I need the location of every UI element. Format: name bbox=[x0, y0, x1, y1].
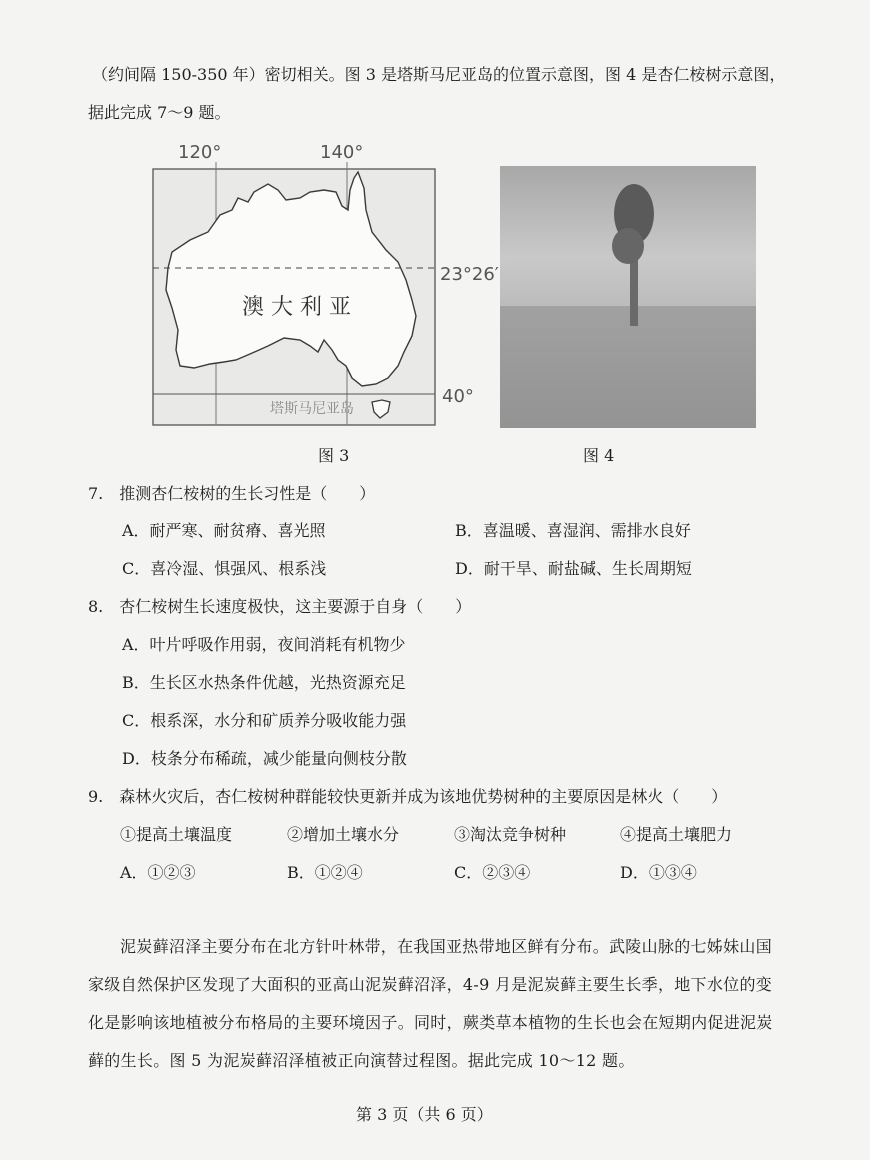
eucalyptus-photo bbox=[500, 166, 756, 428]
figure-4-photo bbox=[500, 166, 756, 428]
intro-line-1: （约间隔 150-350 年）密切相关。图 3 是塔斯马尼亚岛的位置示意图，图 4 是杏仁桉树示意图， bbox=[92, 65, 786, 84]
longitude-140-label: 140° bbox=[320, 142, 364, 163]
figure-3-caption: 图 3 bbox=[318, 446, 350, 465]
longitude-120-label: 120° bbox=[178, 142, 222, 163]
question-8-stem: 8. 杏仁桉树生长速度极快，这主要源于自身（ ） bbox=[88, 597, 472, 616]
q9-option-b: B．①②④ bbox=[287, 863, 363, 882]
question-7-stem: 7. 推测杏仁桉树的生长习性是（ ） bbox=[88, 484, 376, 503]
passage-line-1: 泥炭藓沼泽主要分布在北方针叶林带，在我国亚热带地区鲜有分布。武陵山脉的七姊妹山国 bbox=[120, 937, 773, 956]
q9-item-3: ③淘汰竞争树种 bbox=[454, 825, 567, 844]
q9-option-d: D．①③④ bbox=[620, 863, 697, 882]
tasmania-label: 塔斯马尼亚岛 bbox=[270, 401, 354, 417]
australia-label: 澳 大 利 亚 bbox=[242, 295, 351, 320]
passage-line-4: 藓的生长。图 5 为泥炭藓沼泽植被正向演替过程图。据此完成 10～12 题。 bbox=[88, 1051, 635, 1070]
q7-option-d: D．耐干旱、耐盐碱、生长周期短 bbox=[455, 559, 692, 578]
australia-map bbox=[150, 140, 450, 435]
q9-option-c: C．②③④ bbox=[454, 863, 531, 882]
q9-item-4: ④提高土壤肥力 bbox=[620, 825, 733, 844]
intro-line-2: 据此完成 7～9 题。 bbox=[88, 103, 231, 122]
q7-option-a: A．耐严寒、耐贫瘠、喜光照 bbox=[122, 521, 326, 540]
passage-line-3: 化是影响该地植被分布格局的主要环境因子。同时，蕨类草本植物的生长也会在短期内促进泥炭 bbox=[88, 1013, 773, 1032]
q8-option-a: A．叶片呼吸作用弱，夜间消耗有机物少 bbox=[122, 635, 406, 654]
q9-option-a: A．①②③ bbox=[120, 863, 196, 882]
figure-4-caption: 图 4 bbox=[583, 446, 615, 465]
q9-item-1: ①提高土壤温度 bbox=[120, 825, 233, 844]
q8-option-b: B．生长区水热条件优越，光热资源充足 bbox=[122, 673, 406, 692]
q8-option-d: D．枝条分布稀疏，减少能量向侧枝分散 bbox=[122, 749, 407, 768]
tropic-label: 23°26′ bbox=[440, 264, 499, 285]
question-9-stem: 9. 森林火灾后，杏仁桉树种群能较快更新并成为该地优势树种的主要原因是林火（ ） bbox=[88, 787, 728, 806]
q7-option-c: C．喜冷湿、惧强风、根系浅 bbox=[122, 559, 327, 578]
latitude-40-label: 40° bbox=[442, 386, 474, 407]
q7-option-b: B．喜温暖、喜湿润、需排水良好 bbox=[455, 521, 691, 540]
passage-line-2: 家级自然保护区发现了大面积的亚高山泥炭藓沼泽，4-9 月是泥炭藓主要生长季，地下水位的变 bbox=[88, 975, 773, 994]
page-number: 第 3 页（共 6 页） bbox=[356, 1105, 493, 1124]
q9-item-2: ②增加土壤水分 bbox=[287, 825, 400, 844]
figure-3-map bbox=[150, 140, 499, 430]
q8-option-c: C．根系深，水分和矿质养分吸收能力强 bbox=[122, 711, 407, 730]
